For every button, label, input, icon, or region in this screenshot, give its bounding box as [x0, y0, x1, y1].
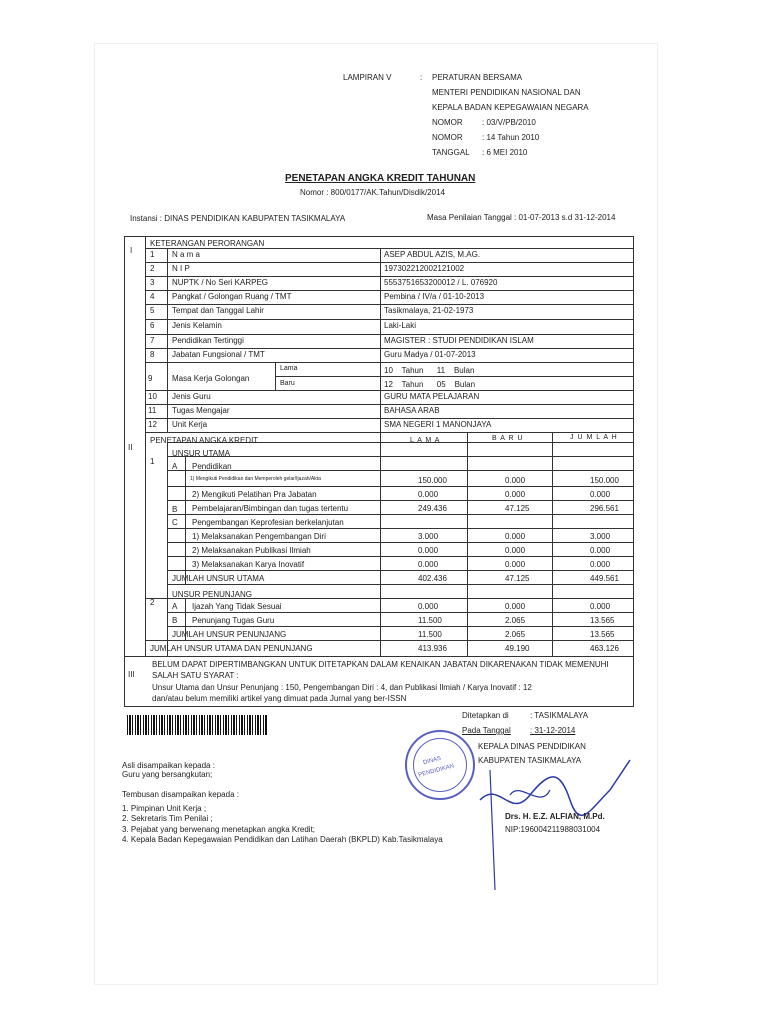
section-3-line-4: dan/atau belum memiliki artikel yang dimuat pada Jurnal yang ber-ISSN: [152, 694, 407, 703]
credit-baru-value: 0.000: [505, 490, 526, 499]
table-rule: [167, 470, 633, 471]
regulation-line-1: PERATURAN BERSAMA: [432, 73, 523, 82]
credit-baru-value: 0.000: [505, 560, 526, 569]
masa-kerja-lama-label: Lama: [280, 365, 298, 372]
signer-nip: NIP:196004211988031004: [505, 825, 601, 834]
table-rule: [167, 514, 633, 515]
credit-baru-value: 0.000: [505, 546, 526, 555]
section-1-heading: KETERANGAN PERORANGAN: [150, 239, 265, 248]
credit-baru-value: 47.125: [505, 574, 530, 583]
row-no: 1: [150, 250, 155, 259]
table-rule: [145, 362, 633, 363]
table-rule: [633, 236, 634, 706]
table-rule: [167, 556, 633, 557]
row-label: Jenis Kelamin: [172, 321, 222, 330]
table-rule: [185, 456, 186, 584]
table-rule: [124, 656, 634, 657]
nomor1-value: : 03/V/PB/2010: [482, 118, 536, 127]
credit-baru-value: 2.065: [505, 616, 526, 625]
sub-c: C: [172, 518, 178, 527]
table-rule: [380, 376, 633, 377]
table-rule: [167, 500, 633, 501]
row-no: 12: [148, 420, 157, 429]
credit-jumlah-value: 3.000: [590, 532, 611, 541]
table-rule: [145, 304, 633, 305]
row-value: BAHASA ARAB: [384, 406, 440, 415]
tanggal-value: : 6 MEI 2010: [482, 148, 528, 157]
credit-jumlah-value: 463.126: [590, 644, 619, 653]
regulation-line-3: KEPALA BADAN KEPEGAWAIAN NEGARA: [432, 103, 589, 112]
table-rule: [145, 348, 633, 349]
table-rule: [145, 334, 633, 335]
signer-name: Drs. H. E.Z. ALFIAN, M.Pd.: [505, 812, 605, 821]
section-1-roman: I: [130, 246, 133, 255]
row-label: Tempat dan Tanggal Lahir: [172, 306, 264, 315]
official-stamp-inner: [413, 738, 467, 792]
table-rule: [167, 456, 633, 457]
row-label: Pendidikan Tertinggi: [172, 336, 244, 345]
table-rule: [275, 376, 380, 377]
credit-row-label: 1) Melaksanakan Pengembangan Diri: [192, 532, 326, 541]
table-rule: [167, 584, 633, 585]
row-label: N I P: [172, 264, 190, 273]
kepala-dinas: KEPALA DINAS PENDIDIKAN: [478, 742, 586, 751]
unsur-penunjang-label: UNSUR PENUNJANG: [172, 590, 253, 599]
ditetapkan-value: : TASIKMALAYA: [530, 711, 589, 720]
credit-jumlah-value: 0.000: [590, 546, 611, 555]
kabupaten: KABUPATEN TASIKMALAYA: [478, 756, 582, 765]
ditetapkan-label: Ditetapkan di: [462, 711, 509, 720]
pendidikan-label: Pendidikan: [192, 462, 232, 471]
credit-jumlah-value: 296.561: [590, 504, 619, 513]
row-no: 11: [148, 406, 157, 415]
row-no: 3: [150, 278, 155, 287]
credit-baru-value: 0.000: [505, 476, 526, 485]
document-number: Nomor : 800/0177/AK.Tahun/Disdik/2014: [300, 188, 445, 197]
lampiran-colon: :: [420, 73, 423, 82]
table-rule: [145, 432, 633, 433]
row-no: 8: [150, 350, 155, 359]
credit-lama-value: 0.000: [418, 490, 439, 499]
credit-row-label: JUMLAH UNSUR PENUNJANG: [172, 630, 287, 639]
table-rule: [467, 432, 468, 656]
credit-lama-value: 150.000: [418, 476, 447, 485]
stamp-text-2: PENDIDIKAN: [417, 763, 455, 779]
row-no: 7: [150, 336, 155, 345]
barcode: [127, 715, 267, 735]
nomor2-label: NOMOR: [432, 133, 463, 142]
table-rule: [145, 404, 633, 405]
tembusan-2: 2. Sekretaris Tim Penilai ;: [122, 814, 213, 823]
table-rule: [145, 418, 633, 419]
credit-row-label: JUMLAH UNSUR UTAMA: [172, 574, 265, 583]
row-value: Laki-Laki: [384, 321, 417, 330]
credit-lama-value: 11.500: [418, 630, 442, 639]
credit-baru-value: 47.125: [505, 504, 530, 513]
table-rule: [145, 262, 633, 263]
table-rule: [145, 640, 380, 641]
table-rule: [145, 432, 146, 656]
tanggal-label: TANGGAL: [432, 148, 470, 157]
regulation-line-2: MENTERI PENDIDIKAN NASIONAL DAN: [432, 88, 581, 97]
col-baru-header: B A R U: [492, 435, 524, 442]
masa-kerja-label: Masa Kerja Golongan: [172, 374, 250, 383]
row-no: 10: [148, 392, 157, 401]
row-value: Tasikmalaya, 21-02-1973: [384, 306, 474, 315]
table-rule: [380, 432, 381, 656]
section-3-roman: III: [128, 670, 135, 679]
unsur-utama-label: UNSUR UTAMA: [172, 449, 231, 458]
section-3-line-3: Unsur Utama dan Unsur Penunjang : 150, Pengembangan Diri : 4, dan Publikasi Ilmiah / Karya Inovatif : 12: [152, 683, 532, 692]
pada-tanggal-label: Pada Tanggal: [462, 726, 511, 735]
row-label: Jenis Guru: [172, 392, 211, 401]
credit-lama-value: 402.436: [418, 574, 447, 583]
masa-penilaian: Masa Penilaian Tanggal : 01-07-2013 s.d 31-12-2014: [427, 213, 616, 222]
credit-row-label: JUMLAH UNSUR UTAMA DAN PENUNJANG: [150, 644, 313, 653]
nomor1-label: NOMOR: [432, 118, 463, 127]
tembusan-3: 3. Pejabat yang berwenang menetapkan angka Kredit;: [122, 825, 316, 834]
col-jumlah-header: J U M L A H: [570, 434, 618, 441]
table-rule: [167, 542, 633, 543]
table-rule: [124, 706, 634, 707]
instansi: Instansi : DINAS PENDIDIKAN KABUPATEN TASIKMALAYA: [130, 214, 346, 223]
row-no: 4: [150, 292, 155, 301]
section-3-line-1: BELUM DAPAT DIPERTIMBANGKAN UNTUK DITETAPKAN DALAM KENAIKAN JABATAN DIKARENAKAN TIDAK MEMENUHI: [152, 660, 609, 669]
col-lama-header: L A M A: [410, 437, 441, 444]
table-rule: [167, 570, 633, 571]
masa-kerja-baru-value: 12 Tahun 05 Bulan: [384, 380, 476, 389]
table-rule: [167, 486, 633, 487]
credit-baru-value: 0.000: [505, 602, 526, 611]
row-no-9: 9: [148, 374, 153, 383]
table-rule: [124, 236, 125, 706]
credit-baru-value: 49.190: [505, 644, 530, 653]
asli-line-2: Guru yang bersangkutan;: [122, 770, 213, 779]
section-2-roman: II: [128, 443, 133, 452]
table-rule: [124, 236, 634, 237]
credit-row-label: 3) Melaksanakan Karya Inovatif: [192, 560, 305, 569]
unsur-utama-no: 1: [150, 457, 155, 466]
row-label: Pangkat / Golongan Ruang / TMT: [172, 292, 292, 301]
row-label: Jabatan Fungsional / TMT: [172, 350, 265, 359]
row-value: 197302212002121002: [384, 264, 465, 273]
table-rule: [167, 612, 633, 613]
tembusan-1: 1. Pimpinan Unit Kerja ;: [122, 804, 207, 813]
credit-row-code: A: [172, 602, 178, 611]
keprofesian-label: Pengembangan Keprofesian berkelanjutan: [192, 518, 344, 527]
credit-row-label: 2) Melaksanakan Publikasi Ilmiah: [192, 546, 311, 555]
table-rule: [552, 432, 553, 656]
credit-jumlah-value: 150.000: [590, 476, 619, 485]
section-2-heading: PENETAPAN ANGKA KREDIT: [150, 436, 259, 445]
credit-row-label: Pembelajaran/Bimbingan dan tugas tertentu: [192, 504, 349, 513]
tembusan-4: 4. Kepala Badan Kepegawaian Pendidikan dan Latihan Daerah (BKPLD) Kab.Tasikmalaya: [122, 835, 443, 844]
document-title: PENETAPAN ANGKA KREDIT TAHUNAN: [285, 173, 476, 184]
row-no: 6: [150, 321, 155, 330]
credit-jumlah-value: 449.561: [590, 574, 619, 583]
pada-tanggal-value: : 31-12-2014: [530, 726, 576, 735]
credit-jumlah-value: 13.565: [590, 616, 615, 625]
credit-lama-value: 0.000: [418, 602, 439, 611]
table-rule: [145, 319, 633, 320]
sub-b: B: [172, 505, 178, 514]
credit-lama-value: 0.000: [418, 546, 439, 555]
row-no: 2: [150, 264, 155, 273]
row-value: ASEP ABDUL AZIS, M.AG.: [384, 250, 481, 259]
credit-jumlah-value: 0.000: [590, 602, 611, 611]
row-label: NUPTK / No Seri KARPEG: [172, 278, 269, 287]
asli-line-1: Asli disampaikan kepada :: [122, 761, 215, 770]
table-rule: [167, 626, 633, 627]
row-value: GURU MATA PELAJARAN: [384, 392, 480, 401]
row-label: Tugas Mengajar: [172, 406, 230, 415]
table-rule: [167, 528, 633, 529]
tembusan-heading: Tembusan disampaikan kepada :: [122, 790, 239, 799]
masa-kerja-baru-label: Baru: [280, 380, 295, 387]
table-rule: [145, 276, 633, 277]
row-value: Guru Madya / 01-07-2013: [384, 350, 476, 359]
credit-jumlah-value: 0.000: [590, 560, 611, 569]
credit-row-code: B: [172, 616, 178, 625]
row-value: Pembina / IV/a / 01-10-2013: [384, 292, 485, 301]
sub-a: A: [172, 462, 178, 471]
masa-kerja-lama-value: 10 Tahun 11 Bulan: [384, 366, 475, 375]
credit-row-label: 1) Mengikuti Pendidikan dan Memperoleh gelar/Ijazah/Akta: [190, 476, 321, 482]
row-no: 5: [150, 306, 155, 315]
table-rule: [167, 442, 168, 656]
credit-lama-value: 0.000: [418, 560, 439, 569]
nomor2-value: : 14 Tahun 2010: [482, 133, 540, 142]
credit-baru-value: 2.065: [505, 630, 526, 639]
credit-lama-value: 249.436: [418, 504, 447, 513]
section-3-line-2: SALAH SATU SYARAT :: [152, 671, 239, 680]
row-value: MAGISTER : STUDI PENDIDIKAN ISLAM: [384, 336, 534, 345]
credit-jumlah-value: 13.565: [590, 630, 615, 639]
unsur-penunjang-no: 2: [150, 598, 155, 607]
row-value: 5553751653200012 / L. 076920: [384, 278, 498, 287]
credit-row-label: 2) Mengikuti Pelatihan Pra Jabatan: [192, 490, 317, 499]
credit-row-label: Ijazah Yang Tidak Sesuai: [192, 602, 282, 611]
stamp-text-1: DINAS: [422, 755, 442, 767]
row-label: N a m a: [172, 250, 201, 259]
credit-lama-value: 11.500: [418, 616, 442, 625]
credit-row-label: Penunjang Tugas Guru: [192, 616, 275, 625]
credit-baru-value: 0.000: [505, 532, 526, 541]
row-value: SMA NEGERI 1 MANONJAYA: [384, 420, 492, 429]
credit-lama-value: 413.936: [418, 644, 447, 653]
table-rule: [145, 290, 633, 291]
table-rule: [145, 390, 633, 391]
row-label: Unit Kerja: [172, 420, 208, 429]
credit-lama-value: 3.000: [418, 532, 439, 541]
lampiran-label: LAMPIRAN V: [343, 73, 392, 82]
credit-jumlah-value: 0.000: [590, 490, 611, 499]
